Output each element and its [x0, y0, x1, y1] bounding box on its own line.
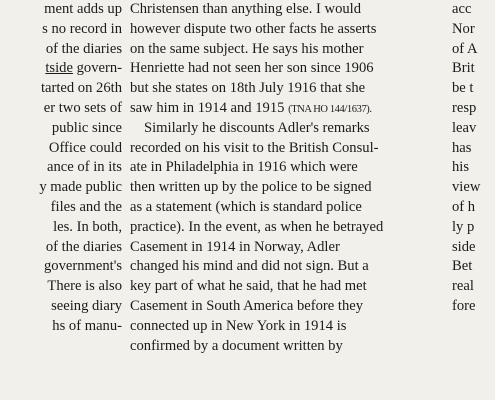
citation: (TNA HO 144/1637).	[288, 103, 372, 115]
text-line: resp	[452, 99, 477, 116]
right-column	[452, 0, 495, 317]
text-line: of h	[452, 198, 476, 215]
text-line: government's	[43, 258, 122, 275]
text-line: y made public	[39, 179, 122, 196]
text-line: of A	[452, 40, 478, 57]
text-line: but she states on 18th July 1916 that she	[130, 80, 366, 97]
text-line: on the same subject. He says his mother	[130, 40, 364, 57]
text-line: ance of in its	[47, 159, 122, 176]
text-line: Casement in South America before they	[130, 297, 364, 314]
text-line: however dispute two other facts he asserts	[130, 20, 377, 37]
text-line: as a statement (which is standard police	[130, 198, 362, 215]
paragraph-start: Similarly he discounts Adler's remarks	[144, 119, 370, 136]
text-line: hs of manu-	[52, 317, 122, 334]
text-line: tside govern-	[45, 60, 122, 77]
text-line: Bet	[452, 258, 473, 275]
text-line: Casement in 1914 in Norway, Adler	[130, 238, 340, 255]
text-line: his	[452, 159, 470, 176]
text-line: fore	[452, 297, 476, 314]
text-line: ate in Philadelphia in 1916 which were	[130, 159, 358, 176]
text-line: er two sets of	[43, 99, 122, 116]
text-line: view	[452, 179, 481, 196]
text-line: connected up in New York in 1914 is	[130, 317, 347, 334]
text-line: Henriette had not seen her son since 1906	[130, 60, 374, 77]
text-line: key part of what he said, that he had met	[130, 278, 367, 295]
text-line: s no record in	[42, 20, 122, 37]
text-line: ly p	[452, 218, 475, 235]
text-line: side	[452, 238, 476, 255]
text-line: practice). In the event, as when he betrayed	[130, 218, 384, 235]
text-line: There is also	[47, 278, 122, 295]
text-line: of the diaries	[45, 238, 122, 255]
text-line: be t	[452, 80, 474, 97]
text-line	[130, 99, 440, 119]
text-line: ment adds up	[44, 1, 122, 17]
text-line: public since	[51, 119, 122, 136]
text-line: les. In both,	[53, 218, 122, 235]
text-line: Brit	[452, 60, 475, 77]
text-line: of the diaries	[45, 40, 122, 57]
text-line: acc	[452, 1, 472, 17]
text-line: recorded on his visit to the British Consul-	[130, 139, 379, 156]
text-fragment: saw him in 1914 and 1915	[130, 99, 285, 116]
text-line: Office could	[48, 139, 122, 156]
left-column	[0, 0, 122, 337]
text-line: files and the	[50, 198, 122, 215]
text-line: confirmed by a document written by	[130, 337, 343, 354]
text-line: leav	[452, 119, 477, 136]
text-line: seeing diary	[51, 297, 122, 314]
text-line: then written up by the police to be signed	[130, 179, 372, 196]
text-line: Nor	[452, 20, 475, 37]
text-line: Christensen than anything else. I would	[130, 1, 362, 17]
text-line: tarted on 26th	[40, 80, 122, 97]
text-line: real	[452, 278, 474, 295]
center-column	[130, 0, 440, 356]
text-line: has	[452, 139, 472, 156]
underlined-word: tside	[45, 60, 73, 77]
text-line: changed his mind and did not sign. But a	[130, 258, 369, 275]
